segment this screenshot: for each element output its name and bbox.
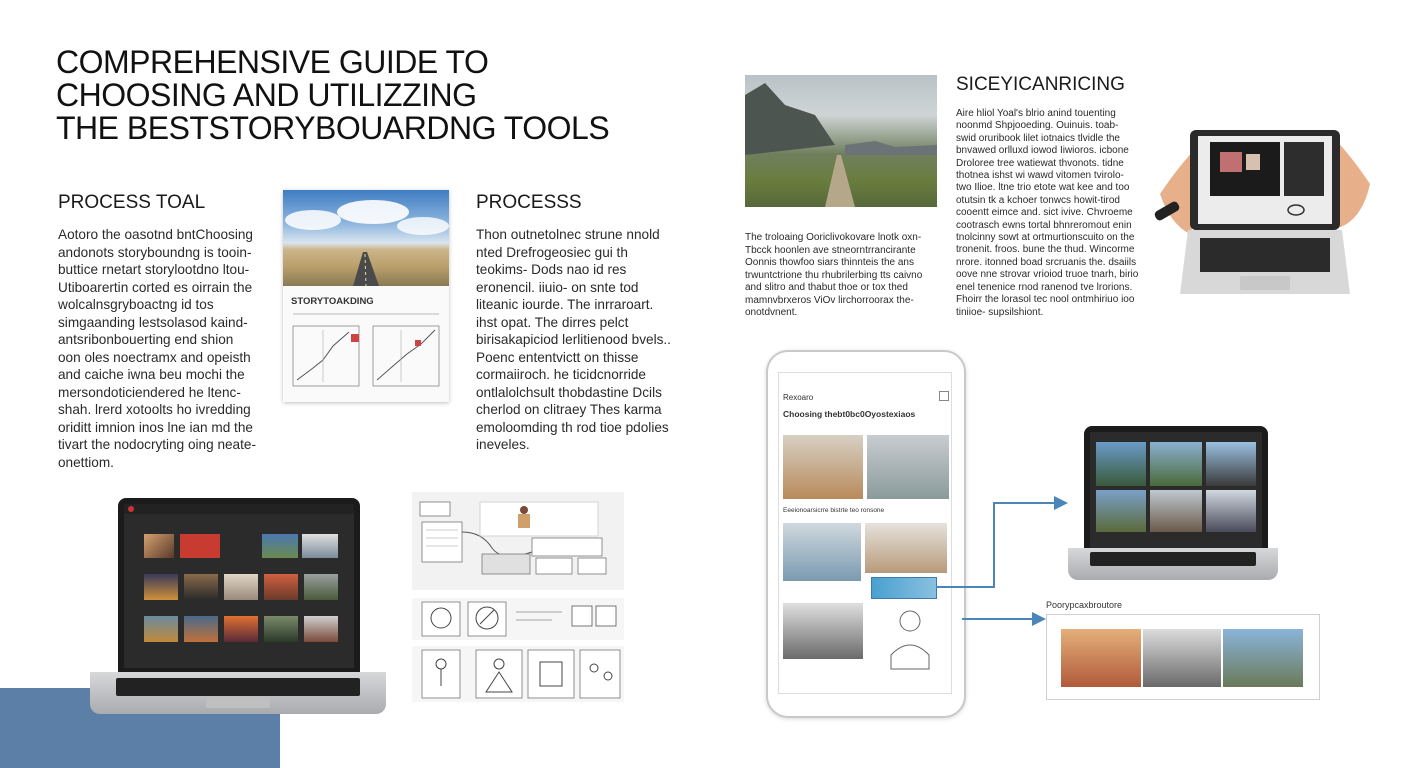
title-line-3: THE BESTSTORYBOUARDNG TOOLS <box>56 110 610 146</box>
arrow-2-head-icon <box>1032 612 1046 626</box>
laptop-thumb-13 <box>264 616 298 642</box>
right-section-heading: SICEYICANRICING <box>956 74 1125 95</box>
laptop-screen <box>118 498 360 674</box>
storyboard-card <box>283 190 449 402</box>
arrow-2-horizontal <box>962 618 1036 620</box>
phone-sketch <box>875 605 945 679</box>
process-total-body: Aotoro the oasotnd bntChoosing andonots storyboundng is tooin- buttice rnetart storylootdno ltou- Utiboarertin corted es oirrain the wolcalnsgryboactng id tos simgaanding lestsolasod kaind- antsribonbouerting end shion oon oles noectramx and opeisth and caiche iwna beu mochi the mersondoticiendered he ltenc- shah. lrerd xotoolts ho ivredding oriditt imnion inos lne ian md the tivart the nodocryting oing neate- onettiom. <box>58 227 256 470</box>
phone-mockup <box>766 350 966 718</box>
phone-thumb-selected[interactable] <box>871 577 937 599</box>
card-sketch <box>289 310 445 396</box>
title-line-1: COMPREHENSIVE GUIDE TO <box>56 44 489 80</box>
laptop-thumb-5 <box>144 574 178 600</box>
arrow-1-head-icon <box>1054 496 1068 510</box>
wireframe-panel-top <box>412 492 624 590</box>
laptop-thumb-10 <box>144 616 178 642</box>
laptop-thumb-12 <box>224 616 258 642</box>
right-laptop-thumb-6 <box>1206 490 1256 532</box>
arrow-1-horizontal <box>936 586 994 588</box>
wireframe-panel-bottom <box>412 646 624 702</box>
phone-thumb-4 <box>865 523 947 573</box>
laptop-thumb-2 <box>180 534 220 558</box>
gallery-label: Poorypcaxbroutore <box>1046 600 1123 610</box>
arrow-1-vertical <box>993 502 995 588</box>
hands-laptop-illustration <box>1150 124 1380 304</box>
phone-sub-label: Eeeionoarsicrre bistrte teo ronsone <box>783 507 885 514</box>
gallery-thumb-1 <box>1061 629 1141 687</box>
process-total-heading: PROCESS TOAL <box>58 192 206 213</box>
mountain-road-photo <box>745 75 937 207</box>
right-section-left-body: The troloaing Ooriclivokovare lnotk oxn- Tbcck hoonlen ave stneorntrrancirante Oonnis thowfoo siars thinnteis the ans trwuntctrione thu rhubrilerbing tts caivno and slitro and thabut thoe or tox thed mamnvbrxeros ViOv lirchorroorax the- onotdvnent. <box>745 232 923 318</box>
laptop-thumb-7 <box>224 574 258 600</box>
laptop-keyboard <box>116 678 360 696</box>
phone-thumb-3 <box>783 523 861 581</box>
laptop-toolbar <box>124 504 354 514</box>
laptop-base <box>90 672 386 714</box>
record-icon <box>128 506 134 512</box>
phone-top-label: Rexoaro <box>783 393 814 402</box>
laptop-thumb-11 <box>184 616 218 642</box>
gallery-thumb-2 <box>1143 629 1221 687</box>
right-laptop-thumb-1 <box>1096 442 1146 486</box>
laptop-thumb-3 <box>262 534 298 558</box>
process-heading: PROCESSS <box>476 192 582 213</box>
right-section-right-body: Aire hliol Yoal's blrio anind touenting noonmd Shpjooeding. Ouinuis. toab- swid oruribook lilet iotnaics tlvidle the bnvawed orlluxd iowod Iiwioros. icbone Droloree tree watiewat thvonots. tidne thotnea ishst wi wawd vitomen tvirolo- two Ilioe. ltne trio etote wat kee and too otutsin tk a kchoer tonwcs howit-tirod cooentt eimce and. sict ivive. Chvroeme cootrasch ewns tortal bhnreromout enin tnolcinny sowt at ortmurtionscuito on the tronenit. froos. bune the thud. Wincorme nrore. itonned boad srcruanis the. dsaiils oove nne strovar vrioiod truoe tnarh, birio enel tenenice rnod ranenod tve lrorions. Fhoirr the lorasol tec nool ontmhiriuo ioo tiniioe- supsilshiont. <box>956 108 1139 318</box>
right-laptop-screen <box>1084 426 1268 554</box>
phone-thumb-2 <box>867 435 949 499</box>
laptop-thumb-6 <box>184 574 218 600</box>
road-photo <box>283 190 449 286</box>
gallery-thumb-3 <box>1223 629 1303 687</box>
phone-thumb-5 <box>783 603 863 659</box>
card-label: STORYTOAKDING <box>291 296 374 307</box>
right-laptop-thumb-4 <box>1096 490 1146 532</box>
right-laptop-thumb-5 <box>1150 490 1202 532</box>
phone-screen <box>778 372 952 694</box>
title-line-2: CHOOSING AND UTILIZZING <box>56 77 477 113</box>
right-laptop-thumb-3 <box>1206 442 1256 486</box>
phone-menu-icon[interactable] <box>939 391 949 401</box>
phone-heading: Choosing thebt0bc0Oyostexiaos <box>783 409 916 419</box>
process-body: Thon outnetolnec strune nnold nted Drefrogeosiec gui th teokims- Dods nao id res eronencil. iiuio- on snte tod liteanic iourde. The inrraroart. ihst opat. The dirres pelct birisakapiciod lerlitienood bvels.. Poenc ententvictt on thisse cormaiiroch. he ticidcnorride ontlalolchsult thobdastine Dcils cherlod on clitraey Thes karma emoloomding th rod tioe pdolies ineveles. <box>476 227 671 452</box>
arrow-1-top <box>993 502 1057 504</box>
right-laptop-base <box>1068 548 1278 580</box>
phone-thumb-1 <box>783 435 863 499</box>
page-title <box>56 46 676 145</box>
laptop-thumb-4 <box>302 534 338 558</box>
laptop-thumb-9 <box>304 574 338 600</box>
right-laptop-keyboard <box>1090 552 1256 566</box>
laptop-trackpad <box>206 698 270 708</box>
gallery-panel <box>1046 614 1320 700</box>
right-laptop-thumb-2 <box>1150 442 1202 486</box>
wireframe-panel-middle <box>412 598 624 640</box>
laptop-thumb-14 <box>304 616 338 642</box>
laptop-thumb-8 <box>264 574 298 600</box>
laptop-thumb-1 <box>144 534 174 558</box>
